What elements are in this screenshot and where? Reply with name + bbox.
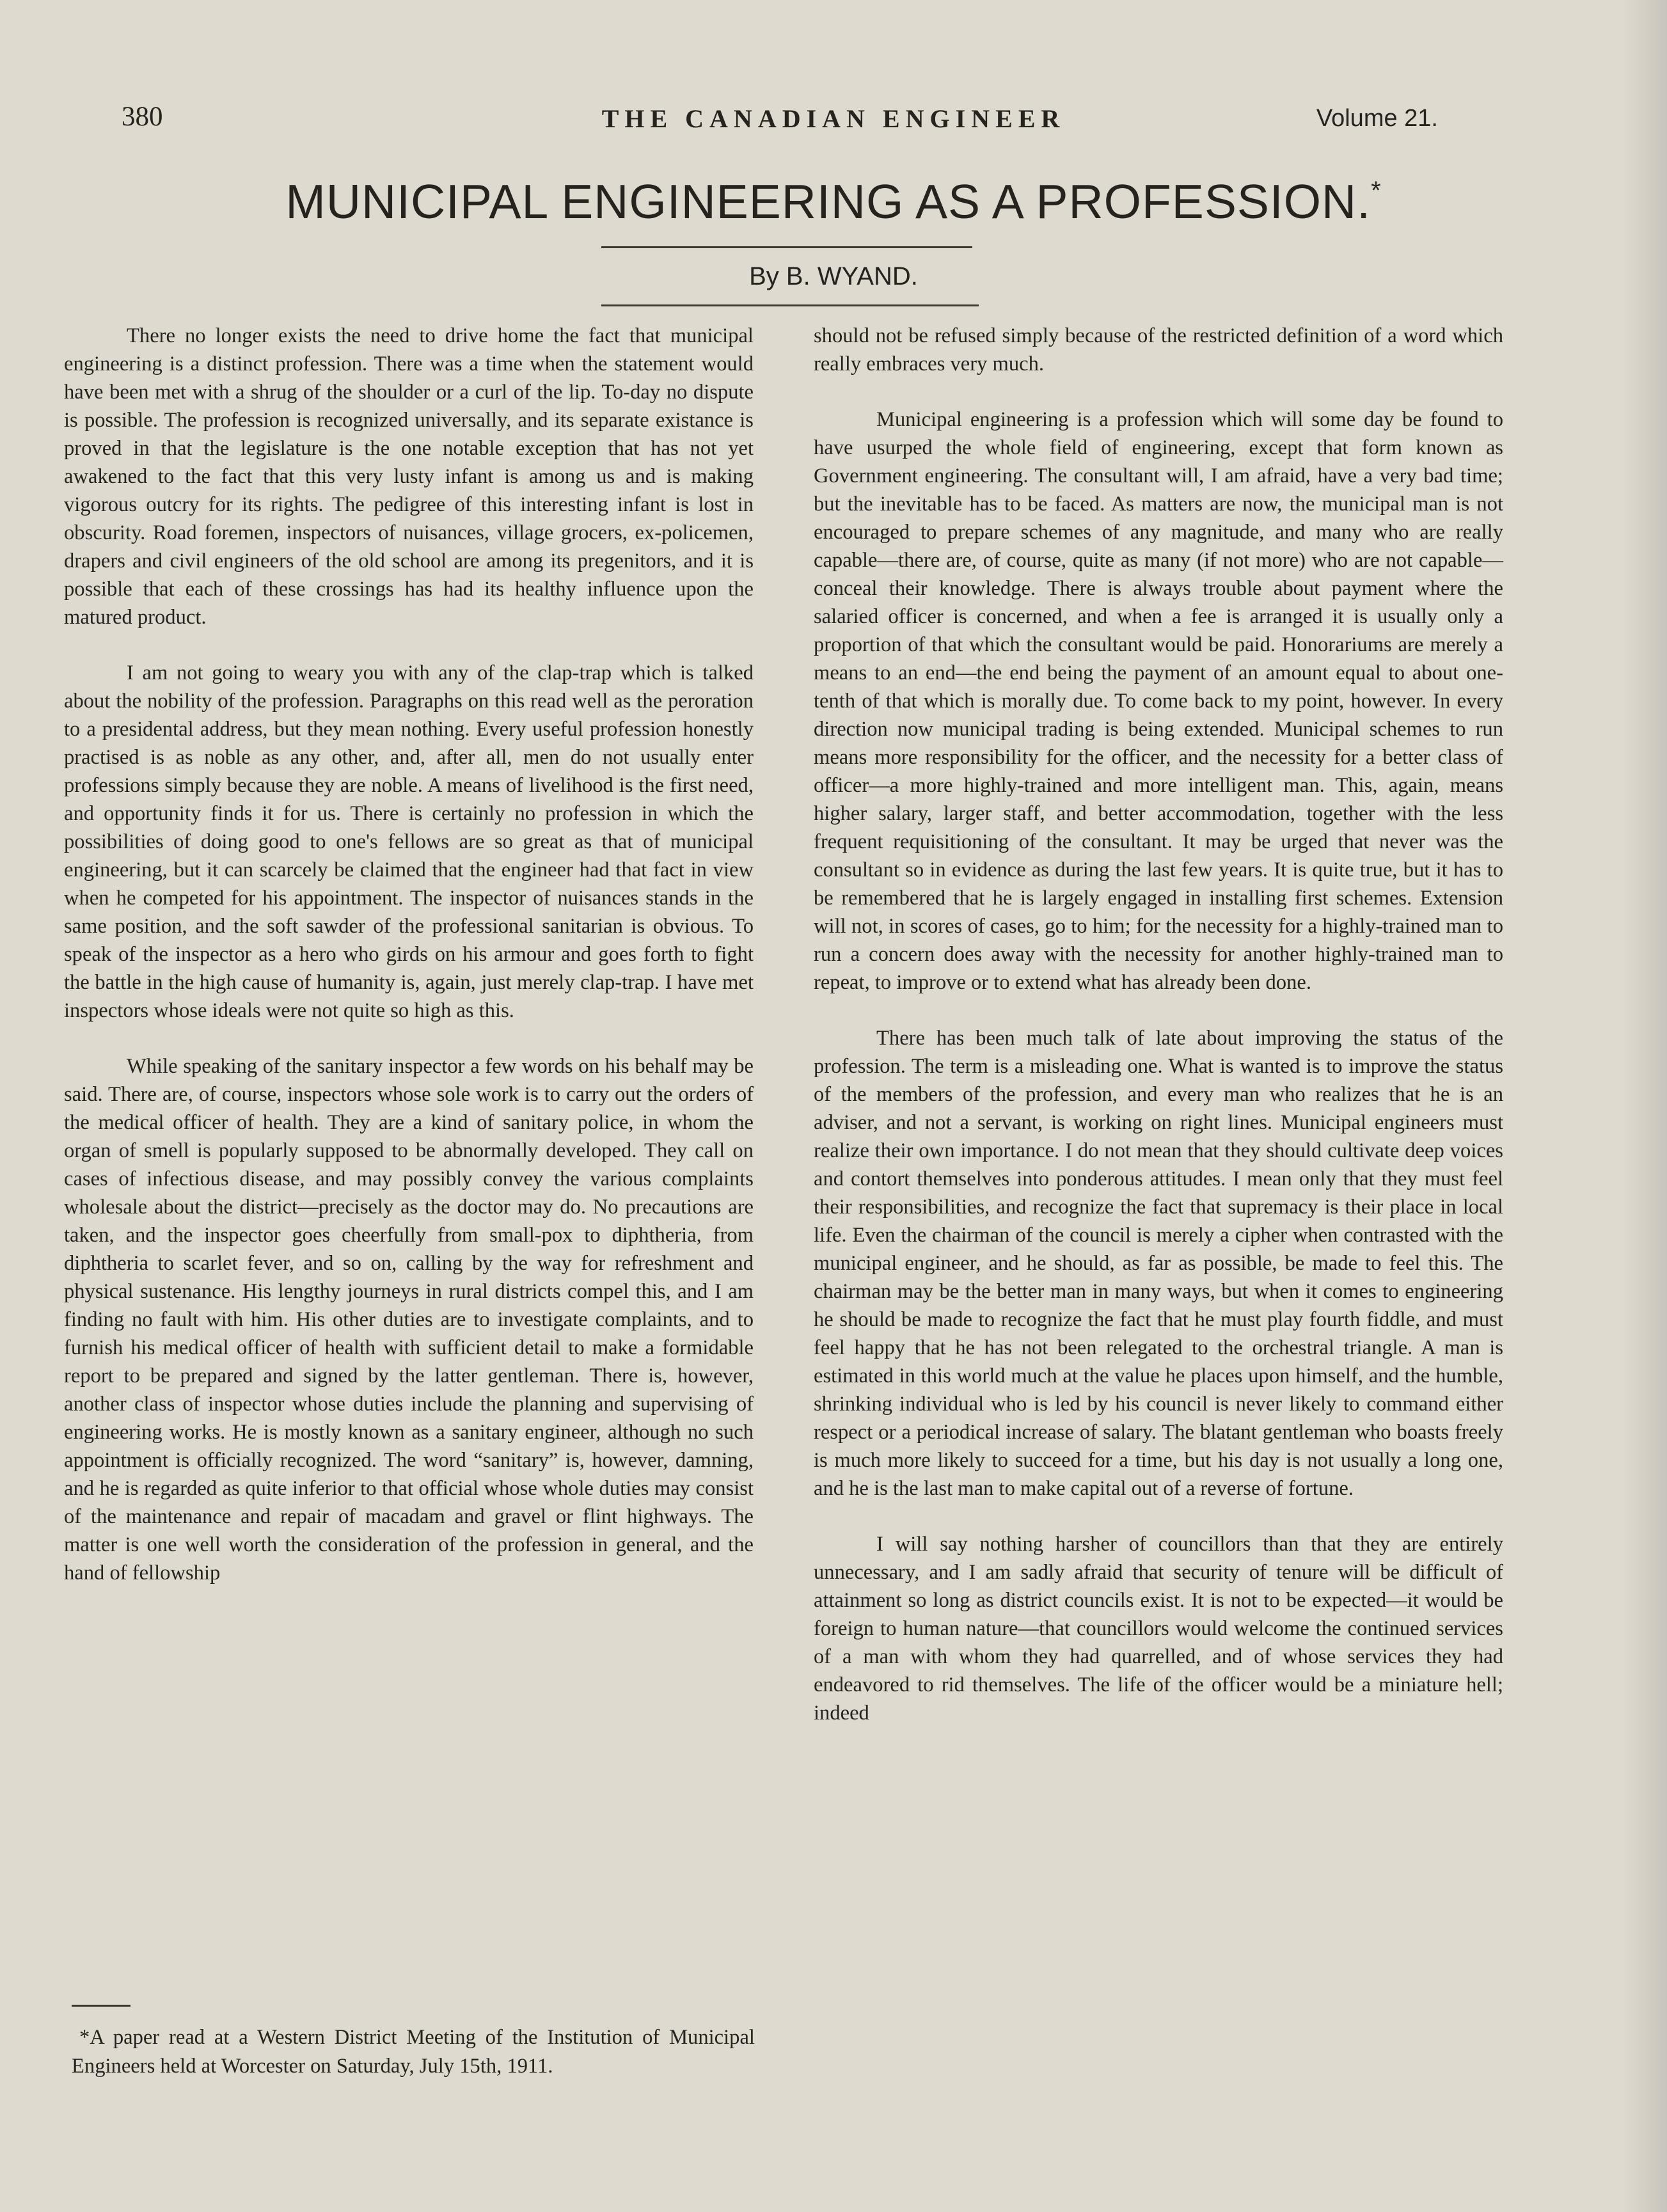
- left-column: [64, 322, 754, 1615]
- byline-rule: [601, 304, 979, 306]
- page-edge-shadow: [1622, 0, 1667, 2212]
- footnote-rule: [72, 2005, 130, 2007]
- paragraph: While speaking of the sanitary inspector a few words on his behalf may be said. There are, of course, inspectors whose sole work is to carry out the orders of the medical officer of health. They are a kind of sanitary police, in whom the organ of smell is popularly supposed to be abnormally developed. They call on cases of infectious disease, and may possibly convey the various complaints wholesale about the district—precisely as the doctor may do. No precautions are taken, and the inspector goes cheerfully from small-pox to diphtheria, from diphtheria to scarlet fever, and so on, calling by the way for refreshment and physical sustenance. His lengthy journeys in rural districts compel this, and I am finding no fault with him. His other duties are to investigate complaints, and to furnish his medical officer of health with sufficient detail to make a formidable report to be prepared and signed by the latter gentleman. There is, however, another class of inspector whose duties include the planning and supervising of engineering works. He is mostly known as a sanitary engineer, although no such appointment is officially recognized. The word “sanitary” is, however, damning, and he is regarded as quite inferior to that official whose whole duties may consist of the maintenance and repair of macadam and gravel or flint highways. The matter is one well worth the consideration of the profession in general, and the hand of fellowship: [64, 1055, 754, 1584]
- footnote: *A paper read at a Western District Meeting of the Institution of Municipal Engineers held at Worcester on Saturday, July 15th, 1911.: [72, 2026, 755, 2078]
- paragraph: There has been much talk of late about improving the status of the profession. The term is a misleading one. What is wanted is to improve the status of the members of the profession, and every man who realizes that he is an adviser, and not a servant, is working on right lines. Municipal engineers must realize their own importance. I do not mean that they should cultivate deep voices and contort themselves into ponderous attitudes. I mean only that they must feel their responsibilities, and recognize the fact that supremacy is their place in local life. Even the chairman of the council is merely a cipher when contrasted with the municipal engineer, and he should, as far as possible, be made to feel this. The chairman may be the better man in many ways, but when it comes to engineering he should be made to recognize the fact that he must play fourth fiddle, and must feel happy that he has not been relegated to the orchestral triangle. A man is estimated in this world much at the value he places upon himself, and the humble, shrinking individual who is led by his council is never likely to command either respect or a periodical increase of salary. The blatant gentleman who boasts freely is much more likely to succeed for a time, but his day is not usually a long one, and he is the last man to make capital out of a reverse of fortune.: [814, 1027, 1503, 1500]
- volume-number: Volume 21.: [1316, 105, 1438, 132]
- right-column: [814, 322, 1503, 1755]
- footnote-marker: *: [1371, 177, 1382, 205]
- page-number: 380: [122, 102, 163, 132]
- running-header: [0, 101, 1667, 146]
- title-rule: [601, 246, 972, 248]
- article-title: [0, 174, 1667, 229]
- paragraph: I am not going to weary you with any of the clap-trap which is talked about the nobility of the profession. Paragraphs on this read well as the peroration to a presidental address, but they mean nothing. Every useful profession honestly practised is as noble as any other, and, after all, men do not usually enter professions simply because they are noble. A means of livelihood is the first need, and opportunity finds it for us. There is certainly no profession in which the possibilities of doing good to one's fellows are so great as that of municipal engineering, but it can scarcely be claimed that the engineer had that fact in view when he competed for his appointment. The inspector of nuisances stands in the same position, and the soft sawder of the professional sanitarian is obvious. To speak of the inspector as a hero who girds on his armour and goes forth to fight the battle in the high cause of humanity is, again, just merely clap-trap. I have met inspectors whose ideals were not quite so high as this.: [64, 661, 754, 1022]
- paragraph: There no longer exists the need to drive home the fact that municipal engineering is a distinct profession. There was a time when the statement would have been met with a shrug of the shoulder or a curl of the lip. To-day no dispute is possible. The profession is recognized universally, and its separate existance is proved in that the legislature is the one notable exception that has not yet awakened to the fact that this very lusty infant is among us and is making vigorous outcry for its rights. The pedigree of this interesting infant is lost in obscurity. Road foremen, inspectors of nuisances, village grocers, ex-policemen, drapers and civil engineers of the old school are among its pregenitors, and it is possible that each of these crossings has had its healthy influence upon the matured product.: [64, 324, 754, 629]
- paragraph: I will say nothing harsher of councillors than that they are entirely unnecessary, and I am sadly afraid that security of tenure will be difficult of attainment so long as district councils exist. It is not to be expected—it would be foreign to human nature—that councillors would welcome the continued services of a man with whom they had quarrelled, and of whose services they had endeavored to rid themselves. The life of the officer would be a miniature hell; indeed: [814, 1533, 1503, 1725]
- byline: By B. WYAND.: [749, 262, 918, 290]
- article-title-text: MUNICIPAL ENGINEERING AS A PROFESSION.: [285, 175, 1371, 228]
- paragraph: should not be refused simply because of the restricted definition of a word which really embraces very much.: [814, 324, 1503, 375]
- paragraph: Municipal engineering is a profession which will some day be found to have usurped the whole field of engineering, except that form known as Government engineering. The consultant will, I am afraid, have a very bad time; but the inevitable has to be faced. As matters are now, the municipal man is not encouraged to prepare schemes of any magnitude, and many who are really capable—there are, of course, quite as many (if not more) who are not capable—conceal their knowledge. There is always trouble about payment where the salaried officer is concerned, and when a fee is arranged it is usually only a proportion of that which the consultant would be paid. Honorariums are merely a means to an end—the end being the payment of an amount equal to about one-tenth of that which is morally due. To come back to my point, however. In every direction now municipal trading is being extended. Municipal schemes to run means more responsibility for the officer, and the necessity for a better class of officer—a more highly-trained and more intelligent man. This, again, means higher salary, larger staff, and better accommodation, together with the less frequent requisitioning of the consultant. It may be urged that never was the consultant so in evidence as during the last few years. It is quite true, but it has to be remembered that he is largely engaged in installing first schemes. Extension will not, in scores of cases, go to him; for the necessity for a highly-trained man to run a concern does away with the necessity for another highly-trained man to repeat, to improve or to extend what has already been done.: [814, 408, 1503, 994]
- journal-name: THE CANADIAN ENGINEER: [601, 104, 1066, 133]
